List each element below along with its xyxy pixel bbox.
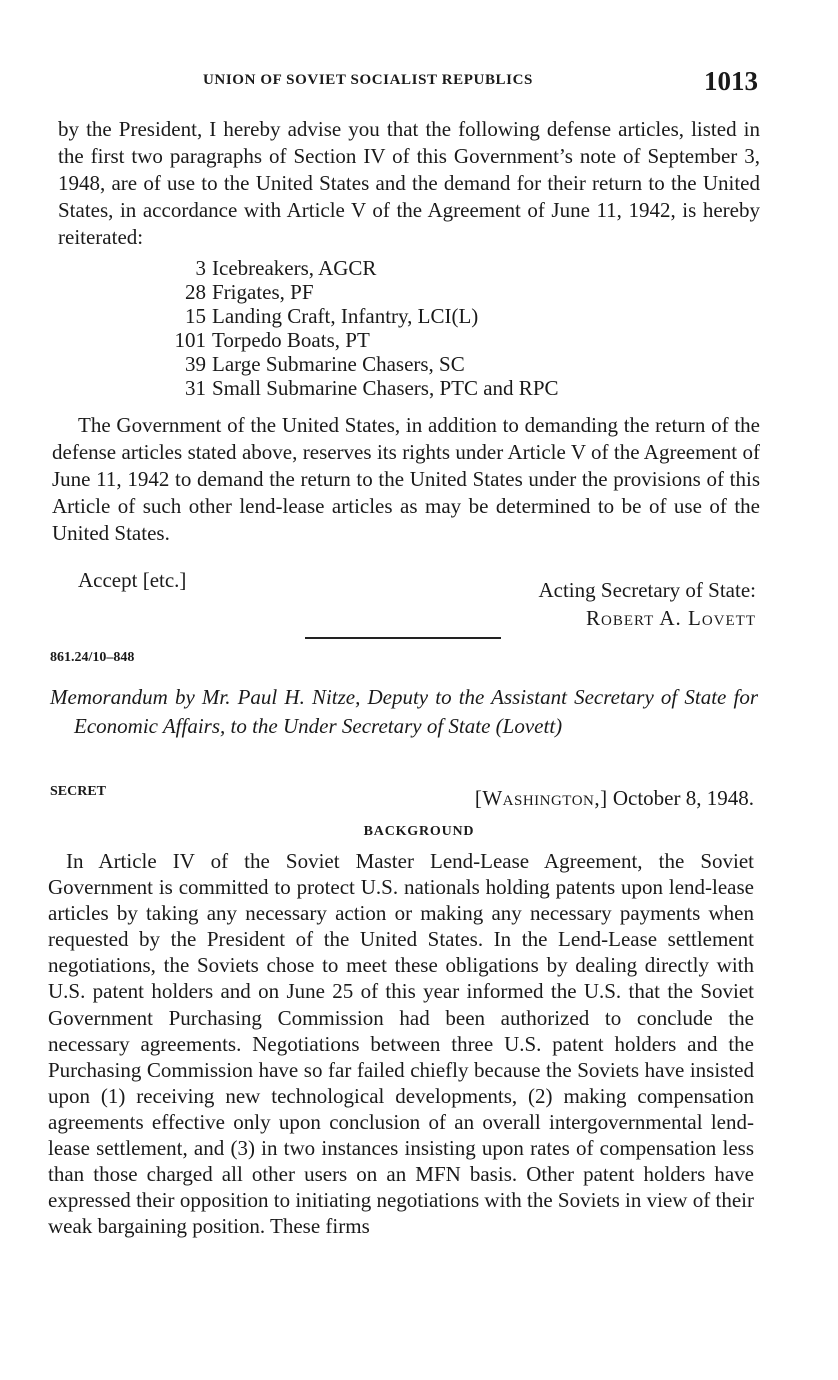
- list-item: [148, 256, 708, 280]
- list-item: [148, 328, 708, 352]
- list-item-quantity: 101: [174, 328, 206, 352]
- signature-block: [538, 576, 756, 632]
- list-item-label: Frigates, PF: [212, 280, 314, 304]
- memo-title: Memorandum by Mr. Paul H. Nitze, Deputy to the Assistant Secretary of State for Economic Affairs, to the Under Secretary of State (Lovett): [50, 685, 758, 738]
- list-item-quantity: 3: [195, 256, 206, 280]
- list-item-quantity: 15: [185, 304, 206, 328]
- list-item-quantity: 31: [185, 376, 206, 400]
- file-reference: 861.24/10–848: [50, 650, 135, 665]
- page-number: 1013: [704, 66, 758, 96]
- running-head: [0, 66, 838, 96]
- list-item-label: Small Submarine Chasers, PTC and RPC: [212, 376, 559, 400]
- list-item: [148, 304, 708, 328]
- dateline-date: October 8, 1948.: [612, 786, 754, 810]
- running-title: UNION OF SOVIET SOCIALIST REPUBLICS: [203, 72, 533, 88]
- list-item-quantity: 28: [185, 280, 206, 304]
- list-item-label: Landing Craft, Infantry, LCI(L): [212, 304, 479, 328]
- memo-paragraph: In Article IV of the Soviet Master Lend-Lease Agreement, the Soviet Government is committed to protect U.S. nationals holding patents upon lend-lease articles by taking any necessary action or making any necessary payments when requested by the President of the United States. In the Lend-Lease settlement negotiations, the Soviets chose to meet these obligations by dealing directly with U.S. patent holders and on June 25 of this year informed the U.S. that the Soviet Government Purchasing Commission had been authorized to conclude the necessary agreements. Negotiations between three U.S. patent holders and the Purchasing Commission have so far failed chiefly because the Soviets have insisted upon (1) receiving new technological developments, (2) making compensation agreements effective only upon conclusion of an overall intergovernmental lend-lease settlement, and (3) in two instances insisting upon rates of compensation less than those charged all other users on an MFN basis. Other patent holders have expressed their opposition to initiating negotiations with the Soviets in view of their weak bargaining position. These firms: [48, 849, 754, 1239]
- list-item-label: Icebreakers, AGCR: [212, 256, 377, 280]
- section-divider: [305, 637, 501, 639]
- list-item-quantity: 39: [185, 352, 206, 376]
- signer-title: Acting Secretary of State:: [538, 578, 756, 602]
- dateline: [475, 786, 754, 811]
- list-item: [148, 280, 708, 304]
- list-item: [148, 376, 708, 400]
- classification-label: SECRET: [50, 784, 107, 799]
- signer-name: Robert A. Lovett: [585, 606, 756, 630]
- paragraph-2: The Government of the United States, in addition to demanding the return of the defense articles stated above, reserves its rights under Article V of the Agreement of June 11, 1942 to demand the return to the United States under the provisions of this Article of such other lend-lease articles as may be determined to be of use of the United States.: [52, 413, 760, 545]
- section-heading: BACKGROUND: [363, 824, 475, 839]
- paragraph-1: by the President, I hereby advise you that the following defense articles, listed in the first two paragraphs of Section IV of this Government’s note of September 3, 1948, are of use to the United States and the demand for their return to the United States, in accordance with Article V of the Agreement of June 11, 1942, is hereby reiterated:: [58, 117, 760, 249]
- closing-accept: Accept [etc.]: [78, 568, 187, 592]
- defense-articles-list: [148, 256, 708, 400]
- list-item: [148, 352, 708, 376]
- list-item-label: Torpedo Boats, PT: [212, 328, 370, 352]
- list-item-label: Large Submarine Chasers, SC: [212, 352, 465, 376]
- dateline-place: [Washington,]: [474, 786, 608, 810]
